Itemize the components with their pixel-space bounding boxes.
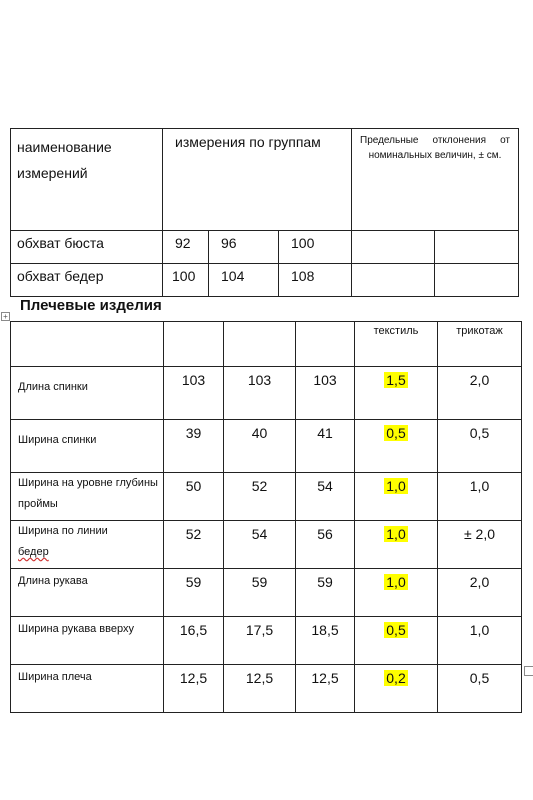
- empty-cell: [435, 231, 519, 264]
- value-cell: 104: [209, 264, 279, 297]
- highlighted-value: 0,5: [386, 622, 406, 638]
- value-cell: 16,5: [164, 617, 224, 665]
- table-header-row: [11, 322, 522, 367]
- textile-tolerance: [355, 665, 438, 713]
- empty-cell: [352, 231, 435, 264]
- row-label: Ширина на уровне глубины проймы: [11, 473, 164, 521]
- row-label: Длина спинки: [11, 367, 164, 420]
- misspelled-word: бедер: [18, 546, 49, 558]
- textile-tolerance: [355, 521, 438, 569]
- knit-tolerance: 1,0: [438, 617, 522, 665]
- textile-tolerance: [355, 367, 438, 420]
- table-row: [11, 231, 519, 264]
- value-cell: 96: [209, 231, 279, 264]
- textile-tolerance: [355, 569, 438, 617]
- value-cell: 40: [224, 420, 296, 473]
- row-label: Ширина спинки: [11, 420, 164, 473]
- value-cell: 103: [296, 367, 355, 420]
- value-cell: 41: [296, 420, 355, 473]
- empty-cell: [352, 264, 435, 297]
- shoulder-garments-table: [10, 321, 522, 713]
- value-cell: 59: [224, 569, 296, 617]
- table-row: [11, 665, 522, 713]
- value-cell: 39: [164, 420, 224, 473]
- highlighted-value: 0,5: [386, 425, 406, 441]
- value-cell: 108: [279, 264, 352, 297]
- textile-tolerance: [355, 617, 438, 665]
- value-cell: 54: [296, 473, 355, 521]
- value-cell: 103: [164, 367, 224, 420]
- table-row: [11, 473, 522, 521]
- knit-tolerance: 2,0: [438, 367, 522, 420]
- value-cell: 52: [224, 473, 296, 521]
- row-label: Ширина рукава вверху: [11, 617, 164, 665]
- header-deviations: Предельные отклонения от номинальных величин, ± см.: [352, 129, 519, 231]
- value-cell: 12,5: [224, 665, 296, 713]
- header-measure-name: наименование измерений: [11, 129, 163, 231]
- table-row: [11, 617, 522, 665]
- textile-tolerance: [355, 473, 438, 521]
- row-label: Ширина плеча: [11, 665, 164, 713]
- table-resize-handle-icon[interactable]: [524, 666, 533, 676]
- table-row: [11, 367, 522, 420]
- value-cell: 59: [296, 569, 355, 617]
- row-label: [11, 521, 164, 569]
- knit-tolerance: 0,5: [438, 420, 522, 473]
- knit-tolerance: ± 2,0: [438, 521, 522, 569]
- value-cell: 100: [279, 231, 352, 264]
- value-cell: 50: [164, 473, 224, 521]
- header-size-groups: измерения по группам: [163, 129, 352, 231]
- value-cell: 54: [224, 521, 296, 569]
- value-cell: 17,5: [224, 617, 296, 665]
- table-move-handle-icon[interactable]: +: [1, 312, 10, 321]
- section-title: Плечевые изделия: [20, 297, 162, 314]
- knit-tolerance: 2,0: [438, 569, 522, 617]
- highlighted-value: 1,0: [386, 478, 406, 494]
- value-cell: 103: [224, 367, 296, 420]
- header-knitwear: трикотаж: [438, 322, 522, 367]
- table-row: [11, 521, 522, 569]
- row-label: обхват бюста: [11, 231, 163, 264]
- highlighted-value: 1,0: [386, 574, 406, 590]
- row-label: обхват бедер: [11, 264, 163, 297]
- value-cell: 56: [296, 521, 355, 569]
- row-label-line: Ширина по линии: [18, 525, 108, 537]
- empty-cell: [224, 322, 296, 367]
- value-cell: 52: [164, 521, 224, 569]
- highlighted-value: 0,2: [386, 670, 406, 686]
- table-row: [11, 420, 522, 473]
- empty-cell: [11, 322, 164, 367]
- empty-cell: [435, 264, 519, 297]
- value-cell: 59: [164, 569, 224, 617]
- value-cell: 18,5: [296, 617, 355, 665]
- empty-cell: [296, 322, 355, 367]
- value-cell: 12,5: [296, 665, 355, 713]
- knit-tolerance: 0,5: [438, 665, 522, 713]
- value-cell: 12,5: [164, 665, 224, 713]
- table-header-row: [11, 129, 519, 231]
- highlighted-value: 1,5: [386, 372, 406, 388]
- table-row: [11, 264, 519, 297]
- highlighted-value: 1,0: [386, 526, 406, 542]
- header-textile: текстиль: [355, 322, 438, 367]
- table-row: [11, 569, 522, 617]
- textile-tolerance: [355, 420, 438, 473]
- value-cell: 100: [163, 264, 209, 297]
- empty-cell: [164, 322, 224, 367]
- value-cell: 92: [163, 231, 209, 264]
- measurements-table: [10, 128, 519, 297]
- row-label: Длина рукава: [11, 569, 164, 617]
- knit-tolerance: 1,0: [438, 473, 522, 521]
